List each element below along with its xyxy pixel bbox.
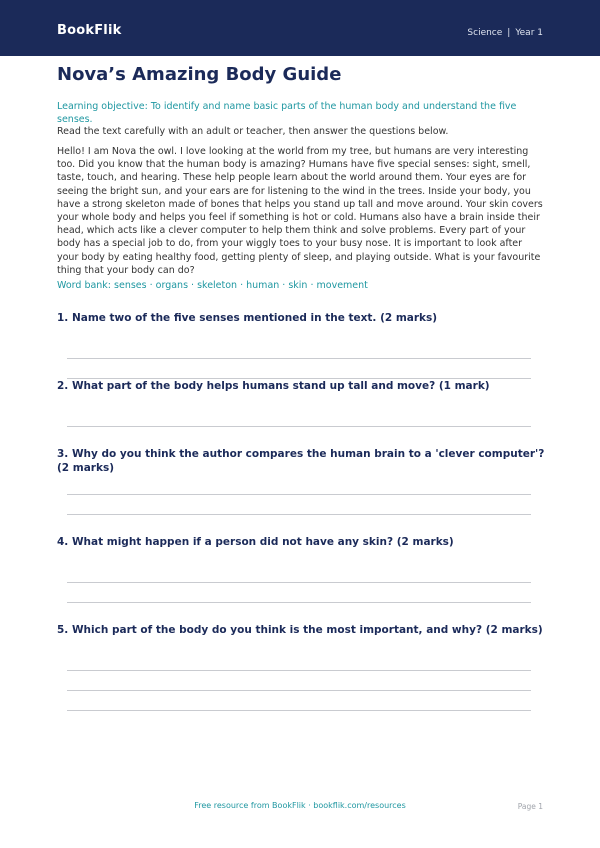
subject-label: Science [467,28,503,38]
answer-line[interactable] [67,670,531,671]
answer-line[interactable] [67,494,531,495]
learning-objective: Learning objective: To identify and name basic parts of the human body and understand the five senses. [57,101,517,125]
answer-line[interactable] [67,710,531,711]
word-bank: Word bank: senses · organs · skeleton · human · skin · movement [57,280,368,291]
answer-line[interactable] [67,582,531,583]
question-5: 5. Which part of the body do you think is the most important, and why? (2 marks) [57,624,543,636]
worksheet-title: Nova’s Amazing Body Guide [57,64,342,85]
page-header [0,0,600,56]
meta-separator: | [507,28,511,38]
question-2: 2. What part of the body helps humans stand up tall and move? (1 mark) [57,380,490,392]
question-3: 3. Why do you think the author compares the human brain to a 'clever computer'? (2 marks) [57,448,545,474]
year-label: Year 1 [515,28,543,38]
answer-line[interactable] [67,602,531,603]
question-4: 4. What might happen if a person did not have any skin? (2 marks) [57,536,454,548]
footer-resource-link[interactable]: Free resource from BookFlik · bookflik.com/resources [194,801,406,810]
page-number: Page 1 [517,802,543,811]
answer-line[interactable] [67,514,531,515]
header-meta [467,28,543,38]
answer-line[interactable] [67,426,531,427]
brand-logo-text[interactable]: BookFlik [57,23,122,38]
answer-line[interactable] [67,690,531,691]
instructions-text: Read the text carefully with an adult or teacher, then answer the questions below. [57,126,449,137]
answer-line[interactable] [67,358,531,359]
question-1: 1. Name two of the five senses mentioned in the text. (2 marks) [57,312,438,324]
reading-passage: Hello! I am Nova the owl. I love looking at the world from my tree, but humans are very interesting too. Did you know that the human body is amazing? Humans have five special senses: sight, smell, taste, touch, and hearing. These help people learn about the world around them. Your eyes are for seeing the bright sun, and your ears are for listening to the wind in the trees. Inside your body, you have a strong skeleton made of bones that helps you stand up tall and move around. Your skin covers your whole body and helps you feel if something is hot or cold. Humans also have a brain inside their head, which acts like a clever computer to help them think and solve problems. Every part of your body has a special job to do, from your wiggly toes to your busy nose. It is important to look after your body by eating healthy food, getting plenty of sleep, and playing outside. What is your favourite thing that your body can do? [57,146,543,276]
